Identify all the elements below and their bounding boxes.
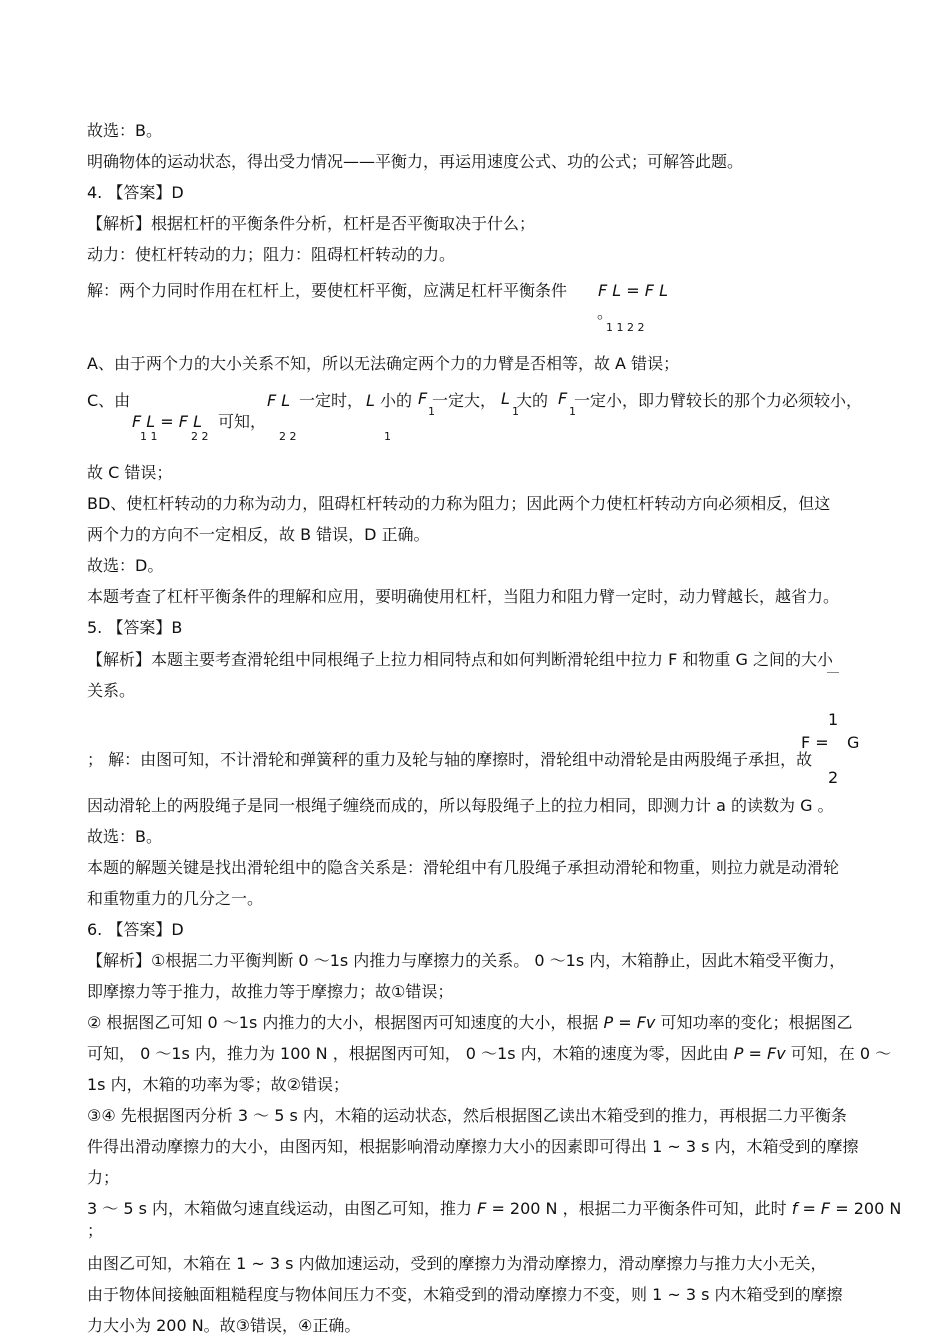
option-c-L: L [366, 391, 375, 410]
p4-1-c: = 200 N [835, 1199, 902, 1218]
comment-4: 本题考查了杠杆平衡条件的理解和应用，要明确使用杠杆，当阻力和阻力臂一定时，动力臂越长，越省力。 [87, 587, 840, 606]
option-a: A、由于两个力的大小关系不知，所以无法确定两个力的力臂是否相等，故 A 错误； [87, 354, 680, 373]
balance-formula: F L = F L [598, 281, 668, 300]
p2-1-a: ② 根据图乙可知 0 ～1s 内推力的大小，根据图丙可知速度的大小，根据 [87, 1013, 599, 1032]
p2-2-b: 可知，在 0 ～ [790, 1044, 892, 1063]
p2-1-b: 可知功率的变化；根据图乙 [660, 1013, 853, 1032]
option-c-text3: 一定大， [432, 391, 497, 410]
fraction-numerator: 1 [828, 710, 839, 729]
option-c-F1: F [418, 389, 428, 408]
p2-2-formula: P = Fv [733, 1044, 786, 1063]
sub-22a: 2 2 [191, 430, 209, 443]
fraction-rhs: G [847, 733, 860, 752]
option-c-text1: 一定时， [299, 391, 364, 410]
analysis-6-p6: 由于物体间接触面粗糙程度与物体间压力不变，木箱受到的滑动摩擦力不变，则 1 ~ 3 s 内木箱受到的摩擦 [87, 1285, 843, 1304]
reason-5: 因动滑轮上的两股绳子是同一根绳子缠绕而成的，所以每股绳子上的拉力相同，即测力计 a 的读数为 G 。 [87, 796, 834, 815]
option-bd-2: 两个力的方向不一定相反，故 B 错误，D 正确。 [87, 525, 430, 544]
option-c-knowing: 可知， [218, 412, 267, 431]
option-c-end: 故 C 错误； [87, 463, 173, 482]
analysis-6-p5: 由图乙可知，木箱在 1 ~ 3 s 内做加速运动，受到的摩擦力为滑动摩擦力，滑动摩擦力与推力大小无关， [87, 1254, 827, 1273]
analysis-6-p2-1 [87, 1013, 853, 1033]
p4-1-b: = 200 N ，根据二力平衡条件可知，此时 [491, 1199, 787, 1218]
choice-3: 故选：B。 [87, 121, 162, 140]
choice-5: 故选：B。 [87, 827, 162, 846]
p2-2-a: 可知， 0 ～1s 内，推力为 100 N ，根据图丙可知， 0 ～1s 内，木箱的速度为零，因此由 [87, 1044, 729, 1063]
option-bd-1: BD、使杠杆转动的力称为动力，阻碍杠杆转动的力称为阻力；因此两个力使杠杆转动方向必须相反，但这 [87, 494, 831, 513]
analysis-5-line1: 【解析】本题主要考查滑轮组中同根绳子上拉力相同特点和如何判断滑轮组中拉力 F 和物重 G 之间的大小 [87, 650, 833, 669]
sub-F1b: 1 [569, 405, 576, 418]
answer-6: 6. 【答案】D [87, 920, 184, 939]
option-c-formula2: F L = F L [132, 412, 202, 431]
option-c-text4: 大的 [516, 391, 549, 410]
sub-11: 1 1 [140, 430, 158, 443]
analysis-6-p2-3: 1s 内，木箱的功率为零；故②错误； [87, 1075, 349, 1094]
balance-period: 。 [597, 303, 614, 322]
answer-4: 4. 【答案】D [87, 183, 184, 202]
analysis-6-p4-2: ； [87, 1221, 104, 1240]
solve-4-text: 解：两个力同时作用在杠杆上，要使杠杆平衡，应满足杠杆平衡条件 [87, 281, 568, 300]
analysis-4: 【解析】根据杠杆的平衡条件分析，杠杆是否平衡取决于什么； [87, 214, 536, 233]
analysis-6-p4-1 [87, 1199, 901, 1219]
option-c-text2: 小的 [380, 391, 413, 410]
balance-subscripts: 1 1 2 2 [606, 321, 645, 334]
analysis-6-p1-2: 即摩擦力等于推力，故推力等于摩擦力；故①错误； [87, 982, 454, 1001]
comment-3: 明确物体的运动状态，得出受力情况——平衡力，再运用速度公式、功的公式；可解答此题。 [87, 152, 744, 171]
sub-F1a: 1 [428, 405, 435, 418]
option-c-F2: F [558, 389, 568, 408]
sub-1: 1 [384, 430, 391, 443]
comment-5-line1: 本题的解题关键是找出滑轮组中的隐含关系是：滑轮组中有几股绳子承担动滑轮和物重，则拉力就是动滑轮 [87, 858, 840, 877]
sub-22b: 2 2 [279, 430, 297, 443]
choice-4: 故选：D。 [87, 556, 164, 575]
option-c-L2: L [501, 389, 510, 408]
fraction-lhs: F = [801, 733, 829, 752]
comment-5-line2: 和重物重力的几分之一。 [87, 889, 264, 908]
option-c-prefix: C、由 [87, 391, 131, 410]
answer-5: 5. 【答案】B [87, 618, 183, 637]
analysis-6-p3-1: ③④ 先根据图丙分析 3 ～ 5 s 内，木箱的运动状态，然后根据图乙读出木箱受到的推力，再根据二力平衡条 [87, 1106, 847, 1125]
overline-mark [827, 672, 839, 673]
analysis-6-p3-3: 力； [87, 1168, 120, 1187]
option-c-text5: 一定小，即力臂较长的那个力必须较小， [574, 391, 863, 410]
definitions-4: 动力：使杠杆转动的力；阻力：阻碍杠杆转动的力。 [87, 245, 456, 264]
p4-1-F: F [477, 1199, 487, 1218]
sub-L1: 1 [512, 405, 519, 418]
p2-1-formula: P = Fv [603, 1013, 656, 1032]
analysis-5-line2: 关系。 [87, 681, 136, 700]
p4-1-a: 3 ～ 5 s 内，木箱做匀速直线运动，由图乙可知，推力 [87, 1199, 473, 1218]
option-c-formula1: F L [267, 391, 291, 410]
analysis-6-p3-2: 件得出滑动摩擦力的大小，由图丙知，根据影响滑动摩擦力大小的因素即可得出 1 ~ 3 s 内，木箱受到的摩擦 [87, 1137, 859, 1156]
fraction-denominator: 2 [828, 768, 839, 787]
solve-5: ； 解：由图可知，不计滑轮和弹簧秤的重力及轮与轴的摩擦时，滑轮组中动滑轮是由两股绳子承担，故 [87, 750, 813, 769]
analysis-6-p2-2 [87, 1044, 891, 1064]
solve-4 [87, 281, 567, 301]
analysis-6-p7: 力大小为 200 N。故③错误，④正确。 [87, 1316, 361, 1335]
p4-1-fF: f = F [791, 1199, 831, 1218]
analysis-6-p1-1: 【解析】①根据二力平衡判断 0 ～1s 内推力与摩擦力的关系。 0 ～1s 内，木箱静止，因此木箱受平衡力， [87, 951, 846, 970]
